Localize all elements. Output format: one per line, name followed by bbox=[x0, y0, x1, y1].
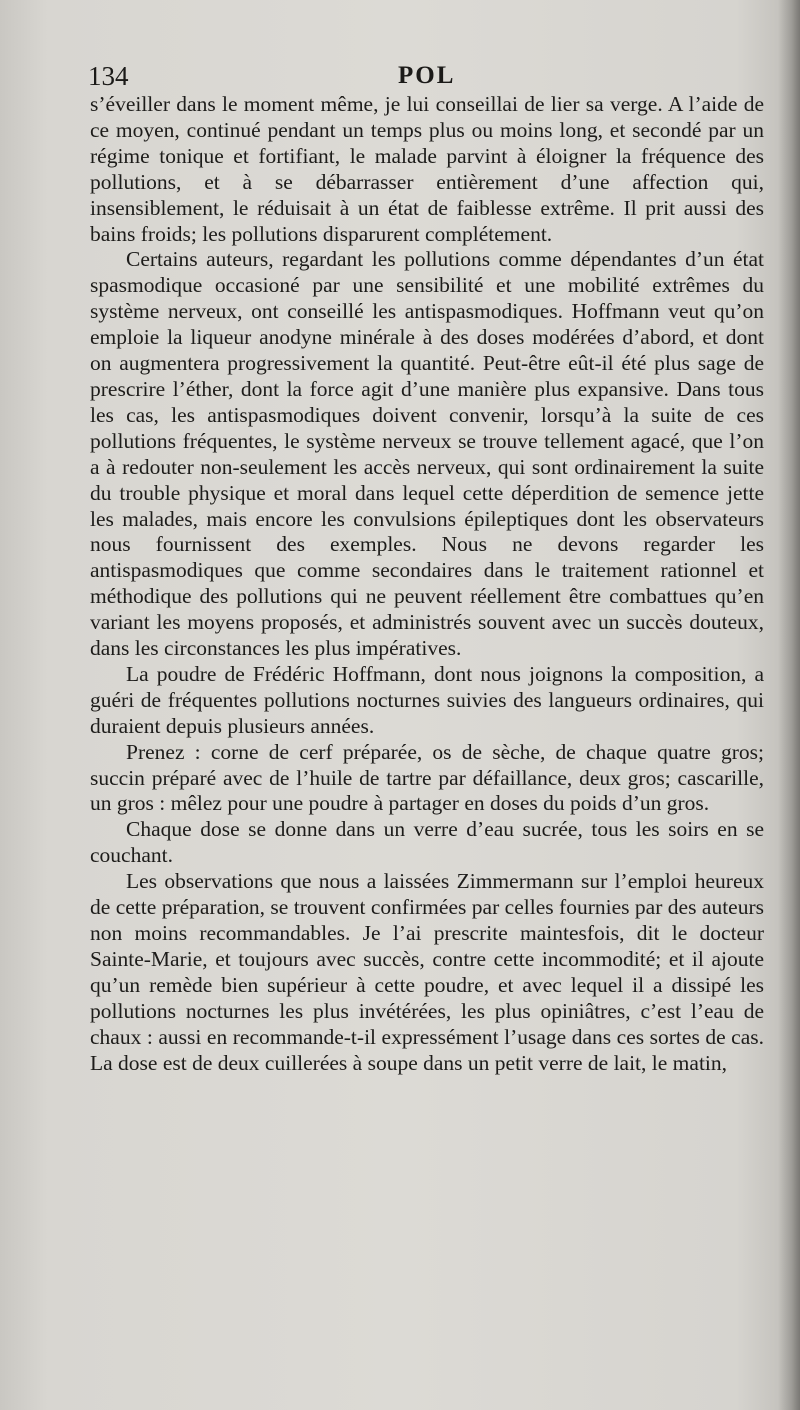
page-edge-shadow bbox=[778, 0, 800, 1410]
paragraph-recipe: Prenez : corne de cerf préparée, os de sèche, de chaque quatre gros; succin préparé avec de l’huile de tartre par défaillance, deux gros; cascarille, un gros : mêlez pour une poudre à partager en doses du poids d’un gros. bbox=[90, 739, 764, 816]
running-head bbox=[88, 58, 764, 94]
paragraph-hoffmann-powder: La poudre de Frédéric Hoffmann, dont nous joignons la composition, a guéri de fréquentes pollutions nocturnes suivies des langueurs ordinaires, qui duraient depuis plusieurs années. bbox=[90, 661, 764, 738]
paragraph-antispasmodics: Certains auteurs, regardant les pollutions comme dépendantes d’un état spasmodique occasioné par une sensibilité et une mobilité extrêmes du système nerveux, ont conseillé les antispasmodiques. Hoffmann veut qu’on emploie la liqueur anodyne minérale à des doses modérées d’abord, et dont on augmentera progressivement la quantité. Peut-être eût-il été plus sage de prescrire l’éther, dont la force agit d’une manière plus expansive. Dans tous les cas, les antispasmodiques doivent convenir, lorsqu’à la suite de ces pollutions fréquentes, le système nerveux se trouve tellement agacé, que l’on a à redouter non-seulement les accès nerveux, qui sont ordinairement la suite du trouble physique et moral dans lequel cette déperdition de semence jette les malades, mais encore les convulsions épileptiques dont les observateurs nous fournissent des exemples. Nous ne devons regarder les antispasmodiques que comme secondaires dans le traitement rationnel et méthodique des pollutions qui ne peuvent réellement être combattues qu’en variant les moyens proposés, et administrés souvent avec un succès douteux, dans les circonstances les plus impératives. bbox=[90, 247, 764, 661]
page-number: 134 bbox=[88, 61, 129, 91]
paragraph-continuation: s’éveiller dans le moment même, je lui conseillai de lier sa verge. A l’aide de ce moyen, continué pendant un temps plus ou moins long, et secondé par un régime tonique et fortifiant, le malade parvint à éloigner la fréquence des pollutions, et à se débarrasser entièrement d’une affection qui, insensiblement, le réduisait à un état de faiblesse extrême. Il prit aussi des bains froids; les pollutions disparurent complétement. bbox=[90, 92, 764, 246]
running-headword: POL bbox=[398, 62, 456, 89]
body-text bbox=[90, 92, 764, 1076]
paragraph-observations: Les observations que nous a laissées Zimmermann sur l’emploi heureux de cette préparation, se trouvent confirmées par celles fournies par des auteurs non moins recommandables. Je l’ai prescrite maintesfois, dit le docteur Sainte-Marie, et toujours avec succès, contre cette incommodité; et il ajoute qu’un remède bien supérieur à cette poudre, et avec lequel il a dissipé les pollutions nocturnes les plus invétérées, les plus opiniâtres, c’est l’eau de chaux : aussi en recommande-t-il expressément l’usage dans ces sortes de cas. La dose est de deux cuillerées à soupe dans un petit verre de lait, le matin, bbox=[90, 869, 764, 1075]
paragraph-dosage: Chaque dose se donne dans un verre d’eau sucrée, tous les soirs en se couchant. bbox=[90, 817, 764, 868]
